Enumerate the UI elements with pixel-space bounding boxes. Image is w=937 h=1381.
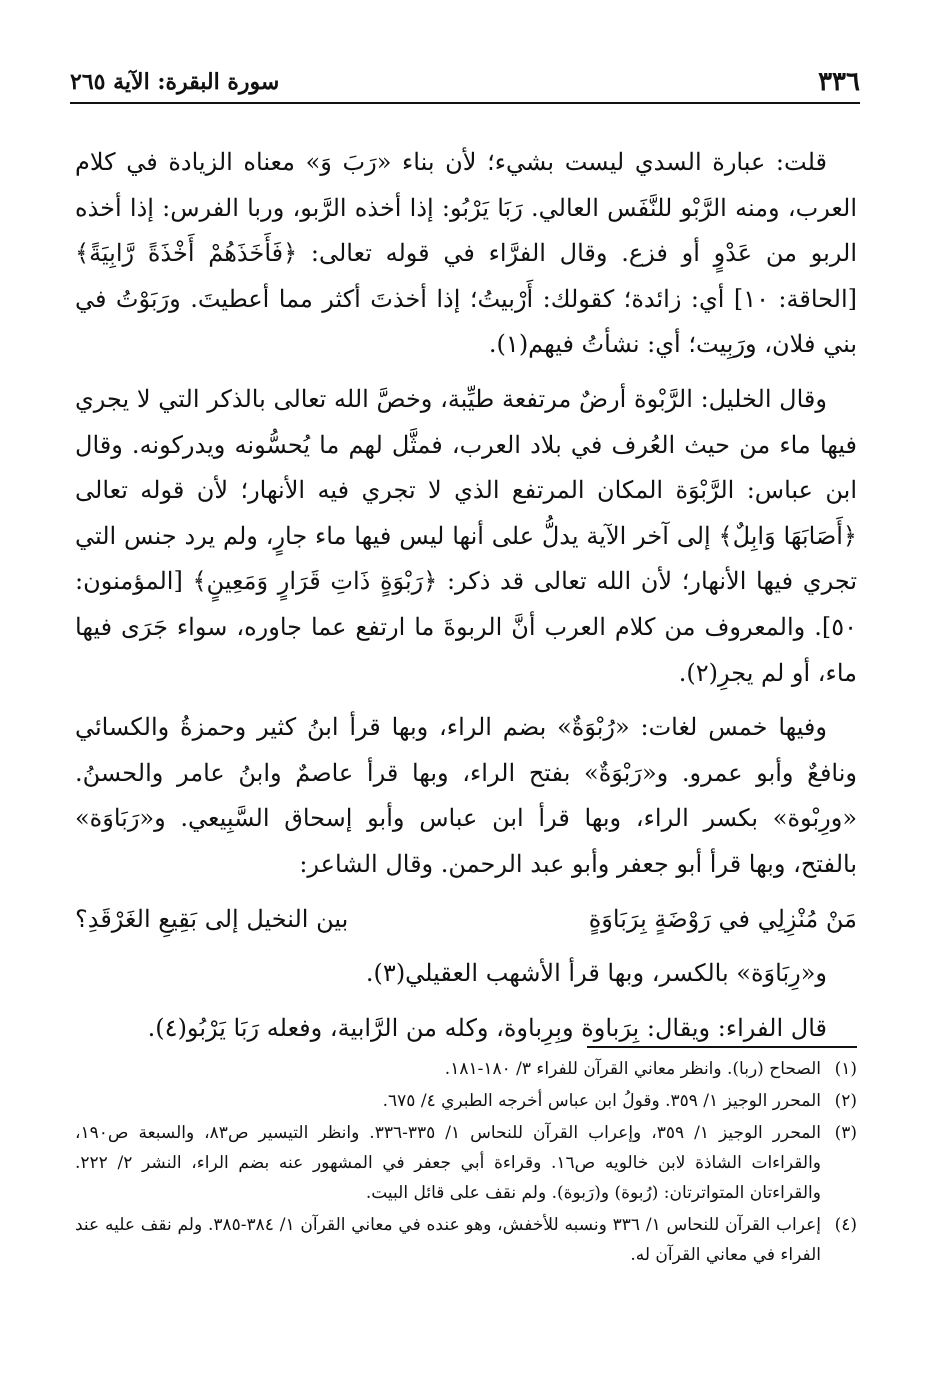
footnote-number: (١) [834,1059,857,1079]
footnote-divider [587,1046,857,1048]
footnote-text: الصحاح (ربا). وانظر معاني القرآن للفراء ٣/ ١٨٠-١٨١. [444,1059,821,1079]
footnote-text: إعراب القرآن للنحاس ١/ ٣٣٦ ونسبه للأخفش، وهو عنده في معاني القرآن ١/ ٣٨٤-٣٨٥. ولم نقف عليه عند الفراء في معاني القرآن له. [75,1215,821,1265]
paragraph: وفيها خمس لغات: «رُبْوَةٌ» بضم الراء، وبها قرأ ابنُ كثير وحمزةُ والكسائي ونافعٌ وأبو عمرو. و«رَبْوَةٌ» بفتح الراء، وبها قرأ عاصمٌ وابنُ عامر والحسنُ. «ورِبْوة» بكسر الراء، وبها قرأ ابن عباس وأبو إسحاق السَّبِيعي. و«رَبَاوَة» بالفتح، وبها قرأ أبو جعفر وأبو عبد الرحمن. وقال الشاعر: [75,713,858,878]
paragraph: قلت: عبارة السدي ليست بشيء؛ لأن بناء «رَبَ وَ» معناه الزيادة في كلام العرب، ومنه الرَّبْو للنَّفَس العالي. رَبَا يَرْبُو: إذا أخذه الرَّبو، وربا الفرس: إذا أخذه الربو من عَدْوٍ أو فزع. وقال الفرَّاء في قوله تعالى: ﴿فَأَخَذَهُمْ أَخْذَةً رَّابِيَةً﴾ [الحاقة: ١٠] أي: زائدة؛ كقولك: أَرْبيتُ؛ إذا أخذتَ أكثر مما أعطيتَ. ورَبَوْتُ في بني فلان، ورَبِيت؛ أي: نشأتُ فيهم(١). [75,148,857,359]
paragraph: قال الفراء: ويقال: بِرَباوة وبِرِباوة، وكله من الرَّابية، وفعله رَبَا يَرْبُو(٤). [147,1013,827,1042]
footnote [75,1054,857,1084]
footnote [75,1118,857,1208]
footnotes [75,1059,857,1272]
footnote-text: المحرر الوجيز ١/ ٣٥٩. وقولُ ابن عباس أخرجه الطبري ٤/ ٦٧٥. [382,1091,821,1111]
poem-verse [75,897,857,943]
paragraph: و«رِبَاوَة» بالكسر، وبها قرأ الأشهب العقيلي(٣). [365,959,827,988]
page-number: ٣٣٦ [818,67,860,97]
paragraph: وقال الخليل: الرَّبْوة أرضٌ مرتفعة طيِّبة، وخصَّ الله تعالى بالذكر التي لا يجري فيها ماء من حيث العُرف في بلاد العرب، فمثَّل لهم ما يُحسُّونه ويدركونه. وقال ابن عباس: الرَّبْوَة المكان المرتفع الذي لا تجري فيه الأنهار؛ لأن قوله تعالى ﴿أَصَابَهَا وَابِلٌ﴾ إلى آخر الآية يدلُّ على أنها ليس فيها ماء جارٍ، ولم يرد جنس التي تجري فيها الأنهار؛ لأن الله تعالى قد ذكر: ﴿رَبْوَةٍ ذَاتِ قَرَارٍ وَمَعِينٍ﴾ [المؤمنون: ٥٠]. والمعروف من كلام العرب أنَّ الربوةَ ما ارتفع عما جاوره، سواء جَرَى فيها ماء، أو لم يجرِ(٢). [75,384,857,687]
footnote [75,1086,857,1116]
running-head: سورة البقرة: الآية ٢٦٥ [70,69,280,95]
footnote-text: المحرر الوجيز ١/ ٣٥٩، وإعراب القرآن للنحاس ١/ ٣٣٥-٣٣٦. وانظر التيسير ص٨٣، والسبعة ص١٩٠، والقراءات الشاذة لابن خالويه ص١٦. وقراءة أبي جعفر في المشهور عنه بضم الراء، النشر ٢/ ٢٢٢. والقراءتان المتواترتان: (رُبوة) و(رَبوة). ولم نقف على قائل البيت. [75,1123,822,1203]
main-text [75,140,857,1060]
footnote-number: (٢) [834,1091,857,1111]
poem-hemistich-first: مَنْ مُنْزِلِي في رَوْضَةٍ بِرَبَاوَةٍ [588,904,857,933]
poem-hemistich-second: بين النخيل إلى بَقِيعِ الغَرْقَدِ؟ [75,904,349,933]
footnote [75,1210,857,1270]
footnote-number: (٤) [834,1215,857,1235]
page-header [70,62,860,104]
footnote-number: (٣) [834,1123,857,1143]
